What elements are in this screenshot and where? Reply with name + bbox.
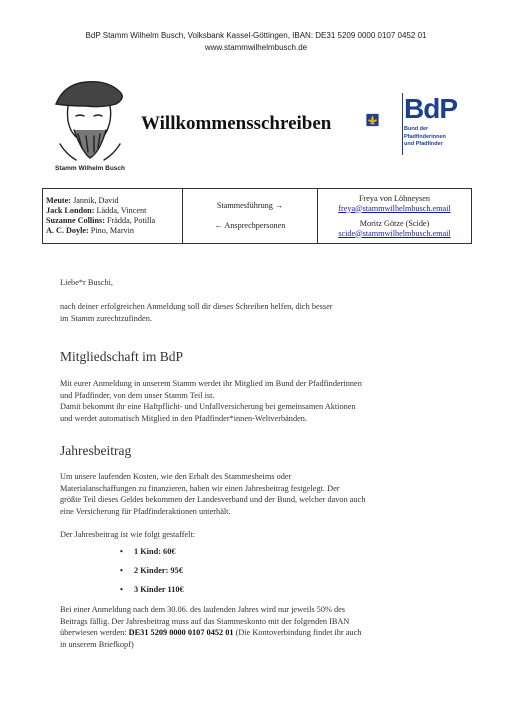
group-row <box>46 226 179 236</box>
text-segment: (Die Kontoverbindung findet ihr auch <box>233 628 362 637</box>
bdp-brand: BdP <box>404 93 457 124</box>
section-heading-fee: Jahresbeitrag <box>60 443 132 458</box>
letterhead-line-1: BdP Stamm Wilhelm Busch, Volksbank Kassel-Göttingen, IBAN: DE31 5209 0000 0107 0452 01 <box>85 31 427 40</box>
fee-text: 1 Kind: 60€ <box>134 547 176 556</box>
contacts-arrow: ← Ansprechpersonen <box>214 221 286 230</box>
contact-email-link[interactable]: freya@stammwilhelmbusch.email <box>338 203 451 213</box>
fee-paragraph <box>60 471 460 517</box>
group-name: A. C. Doyle: <box>46 226 89 235</box>
intro-paragraph <box>60 301 460 324</box>
group-name: Meute: <box>46 196 72 205</box>
text-line: in unserem Briefkopf) <box>60 639 134 649</box>
group-leaders: Pino, Marvin <box>88 226 135 235</box>
bdp-separator <box>402 93 403 155</box>
fee-list-item <box>120 585 184 594</box>
text-segment: überwiesen werden: <box>60 628 129 637</box>
group-leaders: Lädda, Vincent <box>94 206 147 215</box>
text-line: eine Versicherung für Pfadfinderaktionen unterhält. <box>60 506 231 516</box>
group-row <box>46 206 179 216</box>
text-line: Bei einer Anmeldung nach dem 30.06. des laufenden Jahres wird nur jeweils 50% des <box>60 605 346 614</box>
text-line: und werdet automatisch Mitglied in den Pfadfinder*innen-Weltverbänden. <box>60 413 308 423</box>
section-heading-membership: Mitgliedschaft im BdP <box>60 349 183 364</box>
bullet-icon: • <box>120 566 123 575</box>
closing-paragraph <box>60 604 460 650</box>
text-line: nach deiner erfolgreichen Anmeldung soll dir dieses Schreiben helfen, dich besser <box>60 302 333 311</box>
group-row <box>46 216 179 226</box>
text-line: im Stamm zurechtzufinden. <box>60 313 152 323</box>
bullet-icon: • <box>120 585 123 594</box>
document-title: Willkommensschreiben <box>141 113 332 134</box>
leadership-arrow: Stammesführung → <box>216 201 284 210</box>
letterhead-website: www.stammwilhelmbusch.de <box>204 43 308 52</box>
group-row <box>46 196 179 206</box>
iban-value: DE31 5209 0000 0107 0452 01 <box>128 628 234 637</box>
fee-intro: Der Jahresbeitrag ist wie folgt gestaffelt: <box>60 530 196 539</box>
group-name: Suzanne Collins: <box>46 216 105 225</box>
contacts-cell <box>318 189 472 244</box>
contact-name: Moritz Götze (Scide) <box>359 218 430 228</box>
text-line: Um unsere laufenden Kosten, wie den Erhalt des Stammesheims oder <box>60 472 292 481</box>
bullet-icon: • <box>120 547 123 556</box>
fee-list-item <box>120 566 183 575</box>
bdp-sub-line: und Pfadfinder <box>404 141 443 147</box>
logo-caption: Stamm Wilhelm Busch <box>54 165 125 172</box>
text-line: Damit bekommt ihr eine Haftpflicht- und Unfallversicherung bei gemeinsamen Aktionen <box>60 402 356 411</box>
contact-name: Freya von Löhneysen <box>359 193 430 203</box>
fee-list-item <box>120 547 176 556</box>
fee-text: 3 Kinder 110€ <box>134 585 184 594</box>
contact-table <box>42 188 472 244</box>
membership-paragraph <box>60 378 460 424</box>
text-line: und Pfadfinder, von dem unser Stamm Teil ist. <box>60 390 215 400</box>
group-name: Jack London: <box>46 206 95 215</box>
group-leaders-cell <box>43 189 183 244</box>
contact-email-link[interactable]: scide@stammwilhelmbusch.email <box>338 228 451 238</box>
bdp-sub-line: Bund der <box>404 126 429 132</box>
text-line <box>60 627 460 639</box>
wilhelm-busch-portrait-icon <box>46 74 132 164</box>
group-leaders: Jannik, David <box>71 196 119 205</box>
bdp-lily-icon <box>366 93 402 157</box>
fee-text: 2 Kinder: 95€ <box>134 566 183 575</box>
text-line: Beitrags fällig. Der Jahresbeitrag muss auf das Stammeskonto mit der folgenden IBAN <box>60 616 350 626</box>
bdp-subtitle <box>404 126 446 149</box>
text-line: Materialanschaffungen zu finanzieren, haben wir einen Jahresbeitrag festgelegt. Der <box>60 483 340 493</box>
text-line: Mit eurer Anmeldung in unserem Stamm werdet ihr Mitglied im Bund der Pfadfinderinnen <box>60 379 362 388</box>
bdp-sub-line: Pfadfinderinnen <box>404 133 446 140</box>
text-line: größte Teil dieses Geldes bekommen der Landesverband und der Bund, welcher davon auch <box>60 495 366 504</box>
greeting: Liebe*r Buschi, <box>60 278 113 287</box>
group-leaders: Frädda, Potilla <box>104 216 156 225</box>
role-arrows-cell <box>183 189 318 244</box>
